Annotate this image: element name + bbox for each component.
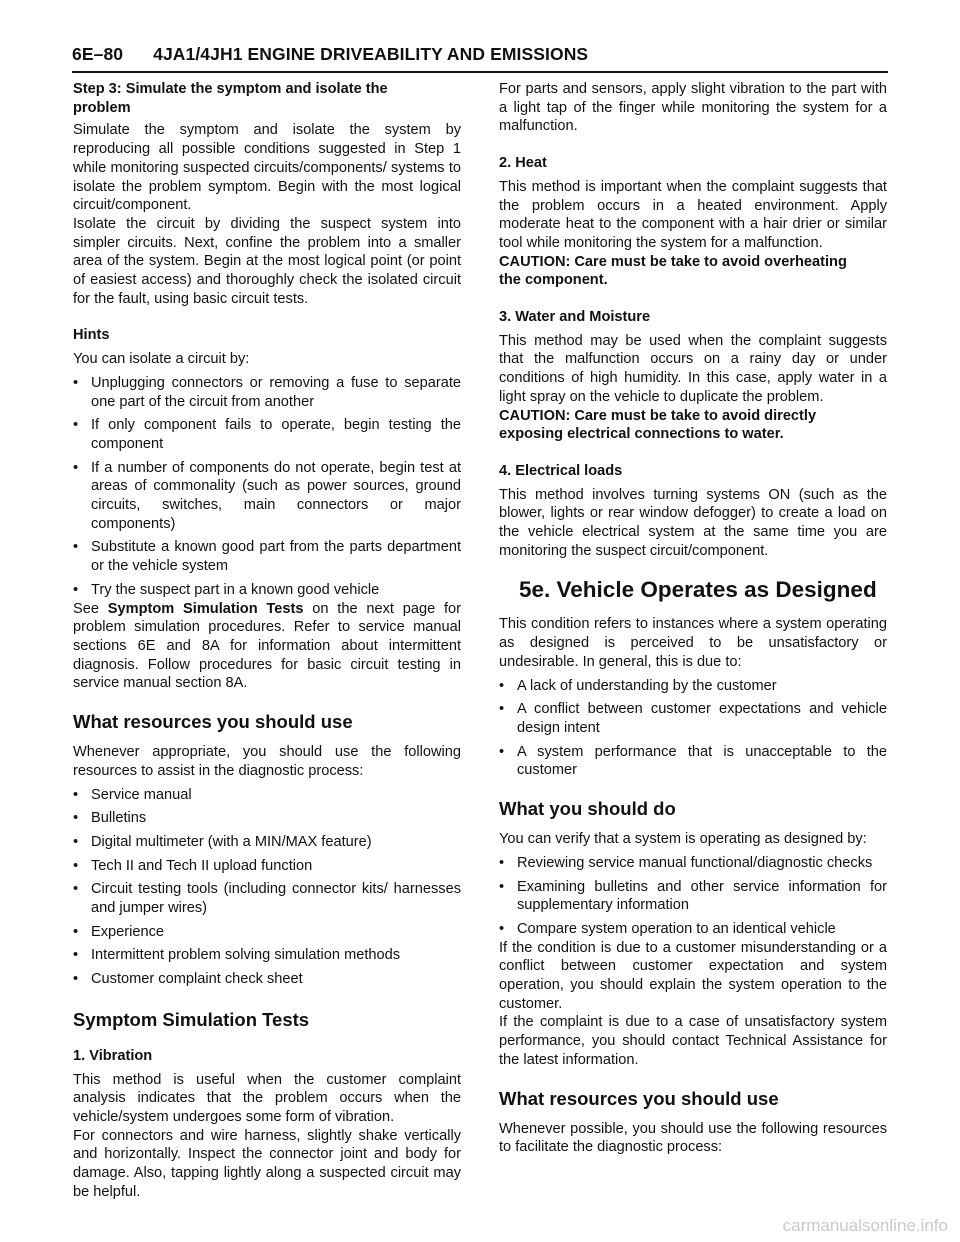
step3-paragraph-2: Isolate the circuit by dividing the suspect system into simpler circuits. Next, confine the problem into a smaller area of the system. Begin at the most logical point (or point of easiest access) and thoroughly check the isolated circuit for the fault, using basic circuit tests. [73,215,461,307]
misunderstanding-paragraph: If the condition is due to a customer misunderstanding or a conflict between customer expectation and system operation, you should explain the system operation to the customer. [499,939,887,1012]
resources-intro: Whenever appropriate, you should use the following resources to assist in the diagnostic process: [73,744,461,779]
water-paragraph: This method may be used when the complaint suggests that the malfunction occurs on a rainy day or under conditions of high humidity. In this case, apply water in a light spray on the vehicle to duplicate the problem. [499,332,887,405]
unsatisfactory-paragraph: If the complaint is due to a case of unsatisfactory system performance, you should contact Technical Assistance for the latest information. [499,1014,887,1068]
electrical-loads-paragraph: This method involves turning systems ON (such as the blower, lights or rear window defogger) to create a load on the vehicle electrical system at the same time you are monitoring the suspect circuit/component. [499,486,887,559]
hints-list [73,374,461,600]
symptom-simulation-reference: Symptom Simulation Tests [107,600,304,617]
vibration-heading: 1. Vibration [73,1047,153,1064]
list-item: • Service manual [73,786,461,805]
step3-paragraph-1: Simulate the symptom and isolate the system by reproducing all possible conditions suggested in Step 1 while monitoring suspected circuits/components/ systems to isolate the problem symptom. Begin with the most logical circuit/component. [73,122,461,214]
list-item: • Try the suspect part in a known good vehicle [73,581,461,600]
list-item: • If a number of components do not operate, begin test at areas of commonality (such as power sources, ground circuits, switches, main connectors or major components) [73,459,461,534]
watermark: carmanualsonline.info [782,1216,948,1235]
list-item: • Intermittent problem solving simulation methods [73,946,461,965]
symptom-simulation-heading: Symptom Simulation Tests [73,1008,310,1030]
list-item: • Substitute a known good part from the parts department or the vehicle system [73,538,461,575]
list-item: • Tech II and Tech II upload function [73,857,461,876]
right-column [499,80,887,1157]
water-caution: CAUTION: Care must be take to avoid directly exposing electrical connections to water. [499,407,817,443]
electrical-loads-heading: 4. Electrical loads [499,462,623,479]
parts-paragraph: For parts and sensors, apply slight vibration to the part with a light tap of the finger while monitoring the system for a malfunction. [499,81,887,135]
section-5e-paragraph: This condition refers to instances where a system operating as designed is perceived to be unsatisfactory or undesirable. In general, this is due to: [499,616,887,670]
resources-paragraph-right: Whenever possible, you should use the following resources to facilitate the diagnostic process: [499,1120,887,1156]
section-5e-heading: 5e. Vehicle Operates as Designed [519,577,877,603]
list-item: • A lack of understanding by the customer [499,677,887,696]
heat-paragraph: This method is important when the complaint suggests that the problem occurs in a heated environment. Apply moderate heat to the component with a hair drier or similar tool while monitoring the system for a malfunction. [499,178,887,251]
resources-heading: What resources you should use [73,711,353,733]
list-item: • Customer complaint check sheet [73,970,461,989]
resources-heading-right: What resources you should use [499,1087,779,1109]
hints-heading: Hints [73,327,110,344]
list-item: • Examining bulletins and other service information for supplementary information [499,878,887,915]
vibration-paragraph-2: For connectors and wire harness, slightly shake vertically and horizontally. Inspect the connector joint and body for damage. Also, tapping lightly along a suspected circuit may be helpful. [73,1127,461,1200]
page-title: 4JA1/4JH1 ENGINE DRIVEABILITY AND EMISSIONS [153,44,589,64]
list-item: • A system performance that is unacceptable to the customer [499,743,887,780]
list-item: • Circuit testing tools (including connector kits/ harnesses and jumper wires) [73,880,461,917]
list-item: • Digital multimeter (with a MIN/MAX feature) [73,833,461,852]
section-5e-list [499,677,887,781]
list-item: • If only component fails to operate, begin testing the component [73,416,461,453]
list-item: • Unplugging connectors or removing a fuse to separate one part of the circuit from another [73,374,461,411]
hints-intro: You can isolate a circuit by: [73,351,250,368]
left-column [73,80,461,1201]
step3-heading: Step 3: Simulate the symptom and isolate the problem [73,81,388,116]
vibration-paragraph-1: This method is useful when the customer complaint analysis indicates that the problem occurs when the vehicle/system undergoes some form of vibration. [73,1071,461,1125]
page-header [72,44,888,65]
list-item: • Experience [73,923,461,942]
heat-heading: 2. Heat [499,155,547,172]
what-you-should-do-paragraph: You can verify that a system is operating as designed by: [499,831,867,848]
list-item: • Compare system operation to an identical vehicle [499,920,887,939]
list-item: • Bulletins [73,809,461,828]
heat-caution: CAUTION: Care must be take to avoid overheating the component. [499,253,847,289]
see-paragraph: See Symptom Simulation Tests on the next page for problem simulation procedures. Refer to service manual sections 6E and 8A for information about intermittent diagnosis. Follow procedures for basic circuit testing in service manual section 8A. [73,600,462,692]
resources-list [73,786,461,989]
list-item: • Reviewing service manual functional/diagnostic checks [499,854,887,873]
water-heading: 3. Water and Moisture [499,309,651,326]
what-you-should-do-list [499,854,887,939]
what-you-should-do-heading: What you should do [499,798,676,820]
page-number: 6E–80 [72,44,124,64]
header-rule [72,71,888,73]
list-item: • A conflict between customer expectations and vehicle design intent [499,700,887,737]
